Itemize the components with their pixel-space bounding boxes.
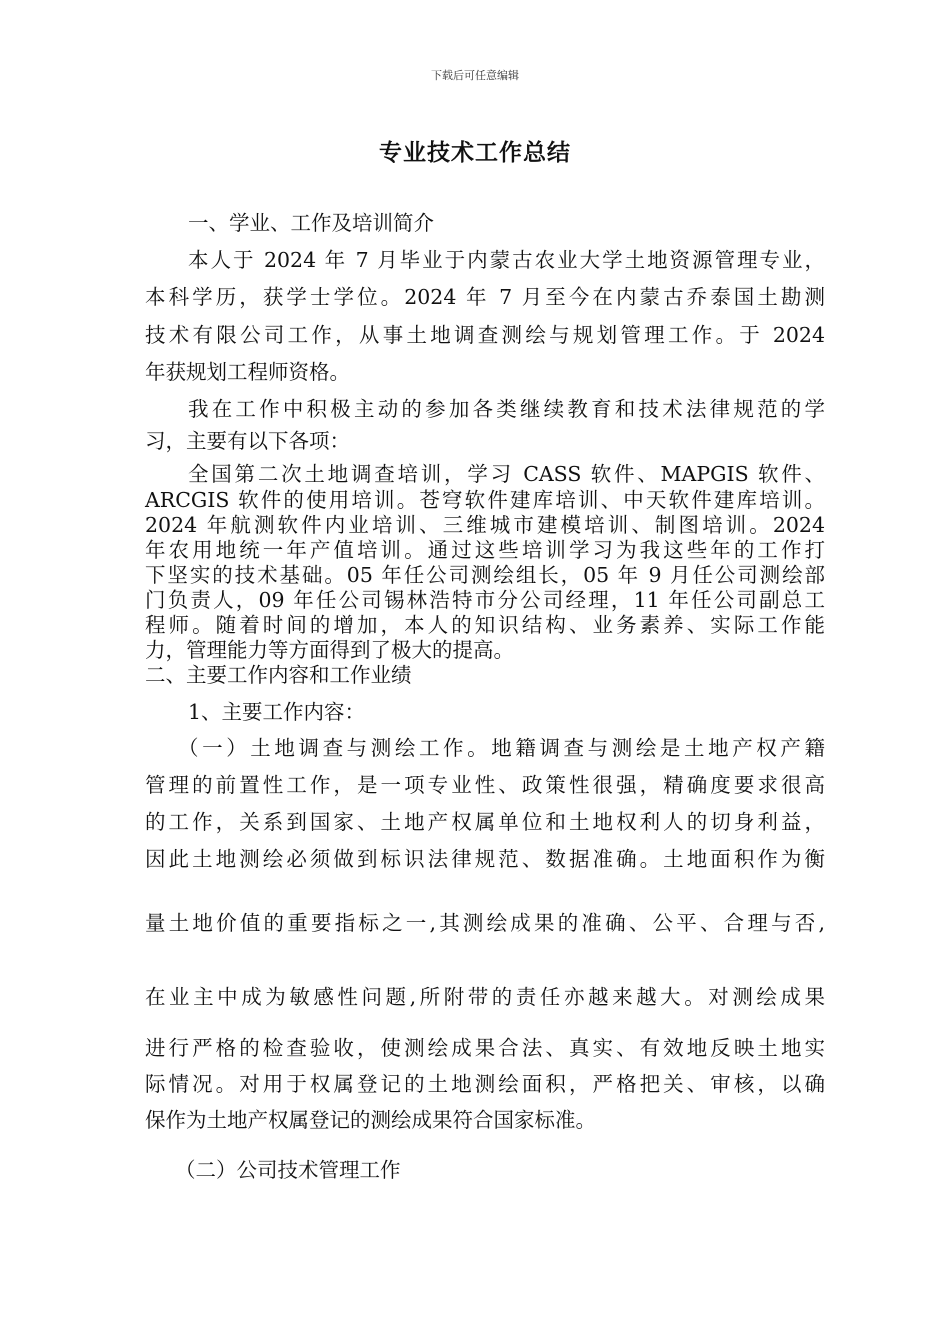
- paragraph-line: 力，管理能力等方面得到了极大的提高。: [145, 638, 514, 662]
- paragraph-line: 全国第二次土地调查培训，学习 CASS 软件、MAPGIS 软件、: [188, 462, 825, 486]
- paragraph-line: （一）土地调查与测绘工作。地籍调查与测绘是土地产权产籍: [178, 736, 825, 760]
- paragraph-line: 本科学历，获学士学位。2024 年 7 月至今在内蒙古乔泰国土勘测: [145, 285, 825, 309]
- paragraph-line: 的工作，关系到国家、土地产权属单位和土地权利人的切身利益，: [145, 810, 825, 834]
- document-title: 专业技术工作总结: [379, 140, 571, 166]
- header-note: 下载后可任意编辑: [431, 69, 519, 82]
- section-heading-2: 二、主要工作内容和工作业绩: [145, 663, 412, 687]
- subsection-heading: 1、主要工作内容：: [188, 700, 366, 724]
- paragraph-line: 2024 年航测软件内业培训、三维城市建模培训、制图培训。2024: [145, 513, 825, 537]
- paragraph-line: 习，主要有以下各项：: [145, 429, 350, 453]
- paragraph-line: 年获规划工程师资格。: [145, 360, 350, 384]
- paragraph-line: 程师。随着时间的增加，本人的知识结构、业务素养、实际工作能: [145, 613, 825, 637]
- subsection-heading: （二）公司技术管理工作: [175, 1158, 401, 1182]
- paragraph-line: 我在工作中积极主动的参加各类继续教育和技术法律规范的学: [188, 397, 825, 421]
- paragraph-line: 本人于 2024 年 7 月毕业于内蒙古农业大学土地资源管理专业，: [188, 248, 825, 272]
- paragraph-line: 门负责人，09 年任公司锡林浩特市分公司经理，11 年任公司副总工: [145, 588, 825, 612]
- paragraph-line: 下坚实的技术基础。05 年任公司测绘组长，05 年 9 月任公司测绘部: [145, 563, 825, 587]
- paragraph-line: ARCGIS 软件的使用培训。苍穹软件建库培训、中天软件建库培训。: [145, 488, 825, 512]
- paragraph-line: 进行严格的检查验收，使测绘成果合法、真实、有效地反映土地实: [145, 1036, 825, 1060]
- paragraph-line: 在业主中成为敏感性问题,所附带的责任亦越来越大。对测绘成果: [145, 985, 825, 1009]
- paragraph-line: 际情况。对用于权属登记的土地测绘面积，严格把关、审核，以确: [145, 1072, 825, 1096]
- paragraph-line: 年农用地统一年产值培训。通过这些培训学习为我这些年的工作打: [145, 538, 825, 562]
- section-heading-1: 一、学业、工作及培训简介: [188, 211, 434, 235]
- paragraph-line: 量土地价值的重要指标之一,其测绘成果的准确、公平、合理与否,: [145, 911, 825, 935]
- paragraph-line: 管理的前置性工作，是一项专业性、政策性很强，精确度要求很高: [145, 773, 825, 797]
- paragraph-line: 技术有限公司工作，从事土地调查测绘与规划管理工作。于 2024: [145, 323, 825, 347]
- paragraph-line: 保作为土地产权属登记的测绘成果符合国家标准。: [145, 1108, 596, 1132]
- paragraph-line: 因此土地测绘必须做到标识法律规范、数据准确。土地面积作为衡: [145, 847, 825, 871]
